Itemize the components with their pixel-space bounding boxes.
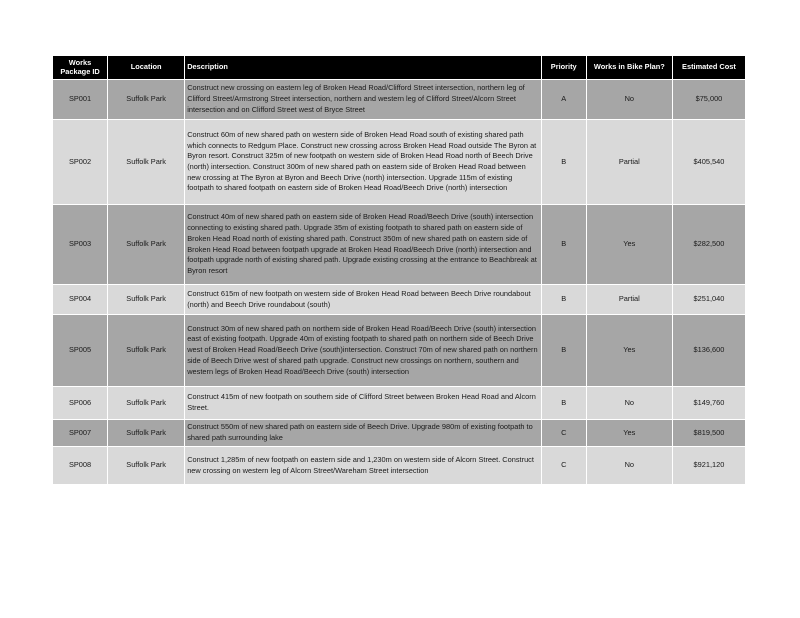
cell-estimated-cost: $149,760 <box>673 387 745 419</box>
cell-location: Suffolk Park <box>108 447 184 484</box>
table-header-row <box>53 56 745 79</box>
table-row <box>53 447 745 484</box>
table-row <box>53 420 745 446</box>
cell-bike-plan: Partial <box>587 285 672 314</box>
cell-priority: B <box>542 387 586 419</box>
table-row <box>53 285 745 314</box>
cell-description: Construct new crossing on eastern leg of Broken Head Road/Clifford Street intersection, northern leg of Clifford Street/Armstrong Street intersection, northern and western leg of Clifford Street/Alcorn Street intersection and on Clifford Street west of Bryce Street <box>185 80 541 119</box>
cell-location: Suffolk Park <box>108 120 184 204</box>
cell-estimated-cost: $136,600 <box>673 315 745 386</box>
cell-description: Construct 615m of new footpath on western side of Broken Head Road between Beech Drive roundabout (north) and Beech Drive roundabout (south) <box>185 285 541 314</box>
cell-location: Suffolk Park <box>108 80 184 119</box>
cell-location: Suffolk Park <box>108 315 184 386</box>
cell-priority: B <box>542 315 586 386</box>
table-row <box>53 80 745 119</box>
cell-package-id: SP002 <box>53 120 107 204</box>
cell-bike-plan: Partial <box>587 120 672 204</box>
cell-bike-plan: Yes <box>587 420 672 446</box>
cell-description: Construct 1,285m of new footpath on eastern side and 1,230m on western side of Alcorn Street. Construct new crossing on western leg of Alcorn Street/Wareham Street intersection <box>185 447 541 484</box>
cell-priority: B <box>542 285 586 314</box>
cell-priority: C <box>542 420 586 446</box>
cell-estimated-cost: $921,120 <box>673 447 745 484</box>
header-bike-plan: Works in Bike Plan? <box>587 56 672 79</box>
works-package-table-container <box>52 55 746 485</box>
cell-bike-plan: No <box>587 387 672 419</box>
cell-location: Suffolk Park <box>108 420 184 446</box>
cell-package-id: SP008 <box>53 447 107 484</box>
cell-location: Suffolk Park <box>108 205 184 284</box>
works-package-table <box>52 55 746 485</box>
cell-description: Construct 30m of new shared path on northern side of Broken Head Road/Beech Drive (south) intersection east of existing footpath. Upgrade 40m of existing footpath to shared path on northern side of Beech Drive west of Broken Head Road/Beech Drive (south)intersection. Construct 70m of new shared path on northern side of Beech Drive west of shared path upgrade. Construct new crossings on northern, southern and western legs of Broken Head Road/Beech Drive (south) intersection <box>185 315 541 386</box>
cell-estimated-cost: $251,040 <box>673 285 745 314</box>
cell-location: Suffolk Park <box>108 285 184 314</box>
cell-description: Construct 60m of new shared path on western side of Broken Head Road south of existing shared path which connects to Redgum Place. Construct new crossing across Broken Head Road outside The Byron at Byron resort. Construct 325m of new footpath on western side of Broken Head Road north of Beech Drive (north) intersection. Construct 300m of new shared path on eastern side of Broken Head Road between new crossing at The Byron at Byron and Beech Drive (north) intersection. Upgrade 115m of existing footpath to shared footpath on eastern side of Broken Head Road/Beech Drive (north) intersection <box>185 120 541 204</box>
cell-package-id: SP006 <box>53 387 107 419</box>
header-package-id: Works Package ID <box>53 56 107 79</box>
cell-package-id: SP001 <box>53 80 107 119</box>
cell-package-id: SP003 <box>53 205 107 284</box>
cell-description: Construct 550m of new shared path on eastern side of Beech Drive. Upgrade 980m of existing footpath to shared path surrounding lake <box>185 420 541 446</box>
header-priority: Priority <box>542 56 586 79</box>
table-row <box>53 205 745 284</box>
cell-estimated-cost: $819,500 <box>673 420 745 446</box>
header-description: Description <box>185 56 541 79</box>
cell-description: Construct 415m of new footpath on southern side of Clifford Street between Broken Head Road and Alcorn Street. <box>185 387 541 419</box>
cell-priority: C <box>542 447 586 484</box>
cell-estimated-cost: $75,000 <box>673 80 745 119</box>
header-estimated-cost: Estimated Cost <box>673 56 745 79</box>
cell-bike-plan: Yes <box>587 205 672 284</box>
cell-estimated-cost: $282,500 <box>673 205 745 284</box>
table-row <box>53 315 745 386</box>
cell-description: Construct 40m of new shared path on eastern side of Broken Head Road/Beech Drive (south) intersection connecting to existing shared path. Upgrade 35m of existing footpath to shared path on eastern side of Broken Head Road north of existing shared path. Construct 350m of new shared path on eastern side of Broken Head Road between footpath upgrade at Broken Head Road/Beech Drive (north) intersection and footpath upgrade north of existing shared path. Upgrade existing crossing at the entrance to Beachbreak at Byron resort <box>185 205 541 284</box>
cell-package-id: SP005 <box>53 315 107 386</box>
cell-priority: A <box>542 80 586 119</box>
cell-bike-plan: No <box>587 447 672 484</box>
cell-package-id: SP004 <box>53 285 107 314</box>
header-location: Location <box>108 56 184 79</box>
cell-bike-plan: No <box>587 80 672 119</box>
cell-package-id: SP007 <box>53 420 107 446</box>
cell-bike-plan: Yes <box>587 315 672 386</box>
cell-priority: B <box>542 205 586 284</box>
cell-estimated-cost: $405,540 <box>673 120 745 204</box>
table-row <box>53 387 745 419</box>
table-row <box>53 120 745 204</box>
cell-priority: B <box>542 120 586 204</box>
cell-location: Suffolk Park <box>108 387 184 419</box>
